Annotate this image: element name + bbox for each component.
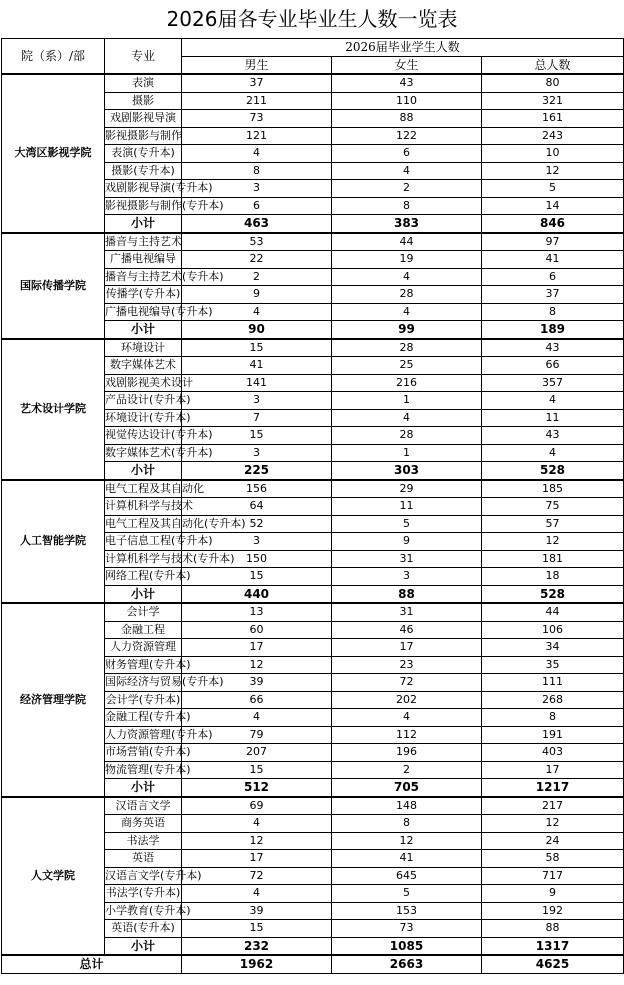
cell-female: 5: [332, 885, 482, 903]
cell-major: 英语: [105, 850, 182, 868]
cell-male: 3: [182, 444, 332, 462]
subtotal-label: 小计: [105, 585, 182, 603]
subtotal-total: 528: [482, 462, 624, 480]
cell-female: 46: [332, 621, 482, 639]
cell-total: 321: [482, 92, 624, 110]
cell-female: 17: [332, 639, 482, 657]
cell-female: 3: [332, 568, 482, 586]
cell-total: 41: [482, 251, 624, 269]
cell-major: 摄影: [105, 92, 182, 110]
header-group: 2026届毕业学生人数: [182, 39, 624, 57]
subtotal-male: 232: [182, 937, 332, 955]
cell-major: 播音与主持艺术(专升本): [105, 268, 182, 286]
cell-major: 国际经济与贸易(专升本): [105, 674, 182, 692]
cell-male: 4: [182, 815, 332, 833]
cell-major: 网络工程(专升本): [105, 568, 182, 586]
cell-female: 73: [332, 920, 482, 938]
cell-male: 2: [182, 268, 332, 286]
cell-male: 41: [182, 357, 332, 375]
cell-male: 69: [182, 797, 332, 815]
cell-female: 23: [332, 656, 482, 674]
cell-total: 161: [482, 110, 624, 128]
cell-major: 传播学(专升本): [105, 286, 182, 304]
cell-male: 15: [182, 568, 332, 586]
cell-female: 6: [332, 145, 482, 163]
cell-major: 会计学: [105, 603, 182, 621]
cell-major: 金融工程: [105, 621, 182, 639]
cell-total: 34: [482, 639, 624, 657]
cell-male: 22: [182, 251, 332, 269]
cell-female: 72: [332, 674, 482, 692]
cell-female: 8: [332, 815, 482, 833]
cell-total: 6: [482, 268, 624, 286]
cell-male: 3: [182, 392, 332, 410]
cell-female: 4: [332, 303, 482, 321]
subtotal-total: 1217: [482, 779, 624, 797]
cell-major: 计算机科学与技术(专升本): [105, 550, 182, 568]
cell-major: 广播电视编导: [105, 251, 182, 269]
cell-male: 52: [182, 515, 332, 533]
cell-total: 43: [482, 339, 624, 357]
cell-major: 市场营销(专升本): [105, 744, 182, 762]
cell-total: 37: [482, 286, 624, 304]
cell-female: 112: [332, 726, 482, 744]
grand-total-female: 2663: [332, 955, 482, 973]
cell-female: 29: [332, 480, 482, 498]
cell-major: 书法学: [105, 832, 182, 850]
subtotal-male: 463: [182, 215, 332, 233]
subtotal-label: 小计: [105, 462, 182, 480]
cell-female: 28: [332, 286, 482, 304]
cell-male: 207: [182, 744, 332, 762]
subtotal-female: 383: [332, 215, 482, 233]
cell-total: 12: [482, 533, 624, 551]
cell-male: 13: [182, 603, 332, 621]
table-row: [2, 480, 624, 498]
cell-male: 73: [182, 110, 332, 128]
subtotal-female: 303: [332, 462, 482, 480]
cell-total: 35: [482, 656, 624, 674]
cell-male: 7: [182, 409, 332, 427]
header-female: 女生: [332, 56, 482, 74]
subtotal-male: 512: [182, 779, 332, 797]
cell-male: 8: [182, 162, 332, 180]
table-row: [2, 233, 624, 251]
cell-male: 4: [182, 303, 332, 321]
cell-major: 戏剧影视美术设计: [105, 374, 182, 392]
cell-major: 电子信息工程(专升本): [105, 533, 182, 551]
department-name: 国际传播学院: [2, 233, 105, 339]
cell-male: 37: [182, 74, 332, 92]
department-name: 大湾区影视学院: [2, 74, 105, 233]
graduates-table: [1, 38, 624, 974]
cell-female: 4: [332, 709, 482, 727]
cell-female: 11: [332, 498, 482, 516]
cell-major: 戏剧影视导演: [105, 110, 182, 128]
cell-major: 财务管理(专升本): [105, 656, 182, 674]
cell-male: 72: [182, 867, 332, 885]
subtotal-total: 528: [482, 585, 624, 603]
cell-total: 97: [482, 233, 624, 251]
cell-female: 2: [332, 180, 482, 198]
cell-female: 110: [332, 92, 482, 110]
cell-total: 106: [482, 621, 624, 639]
cell-male: 156: [182, 480, 332, 498]
cell-major: 戏剧影视导演(专升本): [105, 180, 182, 198]
cell-male: 121: [182, 127, 332, 145]
cell-male: 15: [182, 920, 332, 938]
cell-female: 1: [332, 444, 482, 462]
subtotal-male: 90: [182, 321, 332, 339]
cell-female: 196: [332, 744, 482, 762]
cell-total: 8: [482, 709, 624, 727]
cell-female: 31: [332, 550, 482, 568]
cell-major: 表演(专升本): [105, 145, 182, 163]
cell-major: 金融工程(专升本): [105, 709, 182, 727]
cell-total: 181: [482, 550, 624, 568]
cell-male: 60: [182, 621, 332, 639]
cell-total: 58: [482, 850, 624, 868]
grand-total-male: 1962: [182, 955, 332, 973]
cell-male: 39: [182, 902, 332, 920]
cell-major: 英语(专升本): [105, 920, 182, 938]
cell-male: 15: [182, 761, 332, 779]
cell-total: 88: [482, 920, 624, 938]
cell-total: 357: [482, 374, 624, 392]
subtotal-label: 小计: [105, 779, 182, 797]
header-male: 男生: [182, 56, 332, 74]
cell-total: 44: [482, 603, 624, 621]
subtotal-female: 99: [332, 321, 482, 339]
cell-female: 41: [332, 850, 482, 868]
cell-major: 环境设计: [105, 339, 182, 357]
cell-major: 影视摄影与制作: [105, 127, 182, 145]
cell-male: 15: [182, 339, 332, 357]
cell-major: 影视摄影与制作(专升本): [105, 197, 182, 215]
cell-female: 216: [332, 374, 482, 392]
cell-male: 4: [182, 885, 332, 903]
cell-male: 6: [182, 197, 332, 215]
cell-male: 12: [182, 656, 332, 674]
cell-total: 43: [482, 427, 624, 445]
cell-female: 28: [332, 427, 482, 445]
cell-major: 摄影(专升本): [105, 162, 182, 180]
header-major: 专业: [105, 39, 182, 75]
grand-total-label: 总计: [2, 955, 182, 973]
department-name: 艺术设计学院: [2, 339, 105, 480]
cell-female: 9: [332, 533, 482, 551]
cell-total: 24: [482, 832, 624, 850]
cell-total: 11: [482, 409, 624, 427]
cell-total: 185: [482, 480, 624, 498]
cell-male: 53: [182, 233, 332, 251]
subtotal-female: 1085: [332, 937, 482, 955]
cell-major: 视觉传达设计(专升本): [105, 427, 182, 445]
cell-total: 217: [482, 797, 624, 815]
cell-total: 66: [482, 357, 624, 375]
cell-male: 3: [182, 533, 332, 551]
cell-major: 产品设计(专升本): [105, 392, 182, 410]
cell-female: 28: [332, 339, 482, 357]
department-name: 人工智能学院: [2, 480, 105, 604]
table-row: [2, 603, 624, 621]
subtotal-male: 440: [182, 585, 332, 603]
grand-total-row: [2, 955, 624, 973]
cell-male: 141: [182, 374, 332, 392]
cell-male: 4: [182, 709, 332, 727]
header-total: 总人数: [482, 56, 624, 74]
cell-male: 79: [182, 726, 332, 744]
cell-female: 43: [332, 74, 482, 92]
table-row: [2, 339, 624, 357]
cell-male: 66: [182, 691, 332, 709]
cell-major: 电气工程及其自动化: [105, 480, 182, 498]
cell-total: 8: [482, 303, 624, 321]
cell-female: 4: [332, 162, 482, 180]
cell-female: 2: [332, 761, 482, 779]
cell-male: 211: [182, 92, 332, 110]
cell-male: 39: [182, 674, 332, 692]
page-title: 2026届各专业毕业生人数一览表: [166, 7, 458, 31]
cell-male: 12: [182, 832, 332, 850]
subtotal-total: 189: [482, 321, 624, 339]
cell-female: 8: [332, 197, 482, 215]
cell-total: 80: [482, 74, 624, 92]
cell-female: 153: [332, 902, 482, 920]
subtotal-label: 小计: [105, 937, 182, 955]
cell-major: 书法学(专升本): [105, 885, 182, 903]
cell-male: 64: [182, 498, 332, 516]
cell-male: 17: [182, 850, 332, 868]
cell-total: 4: [482, 444, 624, 462]
subtotal-male: 225: [182, 462, 332, 480]
cell-female: 31: [332, 603, 482, 621]
cell-major: 电气工程及其自动化(专升本): [105, 515, 182, 533]
cell-male: 15: [182, 427, 332, 445]
cell-total: 717: [482, 867, 624, 885]
cell-major: 计算机科学与技术: [105, 498, 182, 516]
cell-total: 14: [482, 197, 624, 215]
cell-male: 9: [182, 286, 332, 304]
cell-total: 75: [482, 498, 624, 516]
cell-total: 191: [482, 726, 624, 744]
cell-female: 4: [332, 409, 482, 427]
cell-total: 268: [482, 691, 624, 709]
subtotal-female: 705: [332, 779, 482, 797]
cell-female: 645: [332, 867, 482, 885]
cell-total: 18: [482, 568, 624, 586]
subtotal-label: 小计: [105, 321, 182, 339]
cell-female: 148: [332, 797, 482, 815]
cell-total: 192: [482, 902, 624, 920]
cell-total: 57: [482, 515, 624, 533]
cell-major: 物流管理(专升本): [105, 761, 182, 779]
cell-female: 12: [332, 832, 482, 850]
cell-major: 播音与主持艺术: [105, 233, 182, 251]
cell-female: 4: [332, 268, 482, 286]
cell-female: 5: [332, 515, 482, 533]
cell-major: 数字媒体艺术(专升本): [105, 444, 182, 462]
cell-female: 44: [332, 233, 482, 251]
grand-total-total: 4625: [482, 955, 624, 973]
cell-female: 202: [332, 691, 482, 709]
cell-total: 111: [482, 674, 624, 692]
cell-major: 表演: [105, 74, 182, 92]
cell-female: 25: [332, 357, 482, 375]
cell-major: 人力资源管理(专升本): [105, 726, 182, 744]
subtotal-total: 846: [482, 215, 624, 233]
cell-major: 人力资源管理: [105, 639, 182, 657]
subtotal-female: 88: [332, 585, 482, 603]
cell-male: 3: [182, 180, 332, 198]
cell-total: 5: [482, 180, 624, 198]
department-name: 人文学院: [2, 797, 105, 956]
cell-major: 商务英语: [105, 815, 182, 833]
cell-male: 17: [182, 639, 332, 657]
subtotal-label: 小计: [105, 215, 182, 233]
cell-total: 4: [482, 392, 624, 410]
department-name: 经济管理学院: [2, 603, 105, 797]
cell-major: 会计学(专升本): [105, 691, 182, 709]
cell-total: 10: [482, 145, 624, 163]
cell-female: 122: [332, 127, 482, 145]
cell-female: 1: [332, 392, 482, 410]
cell-major: 环境设计(专升本): [105, 409, 182, 427]
cell-total: 403: [482, 744, 624, 762]
cell-female: 88: [332, 110, 482, 128]
cell-major: 汉语言文学: [105, 797, 182, 815]
cell-total: 12: [482, 815, 624, 833]
cell-major: 数字媒体艺术: [105, 357, 182, 375]
header-dept: 院（系）/部: [2, 39, 105, 75]
table-row: [2, 74, 624, 92]
cell-major: 广播电视编导(专升本): [105, 303, 182, 321]
cell-male: 4: [182, 145, 332, 163]
cell-major: 汉语言文学(专升本): [105, 867, 182, 885]
cell-major: 小学教育(专升本): [105, 902, 182, 920]
cell-total: 12: [482, 162, 624, 180]
cell-female: 19: [332, 251, 482, 269]
cell-total: 9: [482, 885, 624, 903]
table-row: [2, 797, 624, 815]
cell-total: 243: [482, 127, 624, 145]
cell-total: 17: [482, 761, 624, 779]
subtotal-total: 1317: [482, 937, 624, 955]
cell-male: 150: [182, 550, 332, 568]
